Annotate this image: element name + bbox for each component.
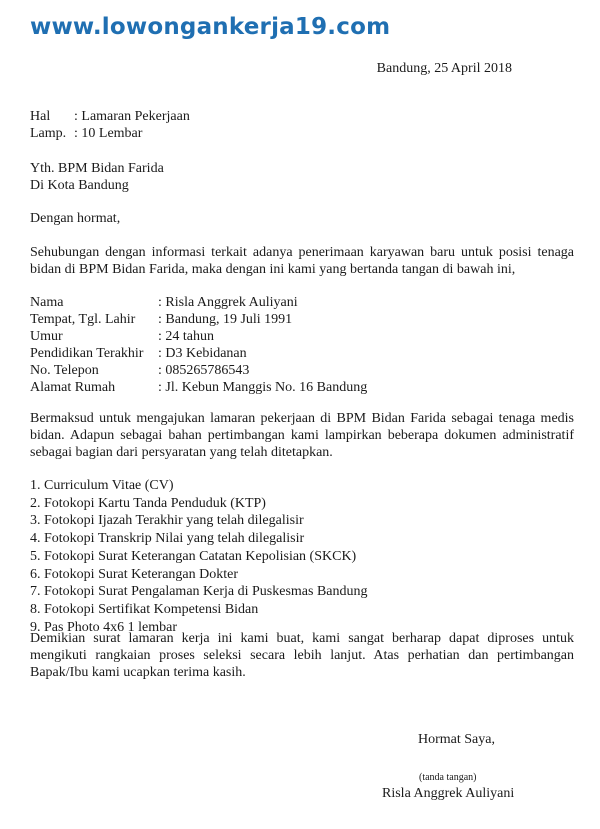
greeting: Dengan hormat, [30, 211, 121, 226]
list-item: 9. Pas Photo 4x6 1 lembar [30, 619, 177, 635]
purpose-paragraph: Bermaksud untuk mengajukan lamaran pekerjaan di BPM Bidan Farida sebagai tenaga medis bidan. Adapun sebagai bahan pertimbangan kami lampirkan beberapa dokumen administratif sebagai bagian dari persyaratan yang telah ditetapkan. [30, 411, 574, 460]
site-watermark-url: www.lowongankerja19.com [30, 14, 391, 40]
list-item: 3. Fotokopi Ijazah Terakhir yang telah dilegalisir [30, 513, 304, 529]
subject-label: Hal [30, 109, 51, 124]
document-list [30, 477, 368, 636]
detail-value: : 085265786543 [158, 363, 250, 378]
detail-label: Alamat Rumah [30, 380, 116, 395]
detail-row [30, 379, 367, 396]
detail-value: : Risla Anggrek Auliyani [158, 295, 298, 310]
detail-label: Tempat, Tgl. Lahir [30, 312, 136, 327]
attachment-value: : 10 Lembar [74, 126, 143, 141]
detail-label: No. Telepon [30, 363, 99, 378]
detail-row [30, 345, 367, 362]
detail-value: : 24 tahun [158, 329, 214, 344]
applicant-details [30, 294, 367, 396]
list-item: 4. Fotokopi Transkrip Nilai yang telah dilegalisir [30, 531, 305, 547]
list-item: 5. Fotokopi Surat Keterangan Catatan Kepolisian (SKCK) [30, 548, 357, 564]
list-item: 1. Curriculum Vitae (CV) [30, 478, 174, 493]
detail-value: : D3 Kebidanan [158, 346, 247, 361]
detail-label: Nama [30, 295, 64, 310]
recipient-name: Yth. BPM Bidan Farida [30, 161, 164, 176]
list-item: 6. Fotokopi Surat Keterangan Dokter [30, 566, 239, 582]
subject-row-lamp [30, 125, 190, 142]
list-item: 2. Fotokopi Kartu Tanda Penduduk (KTP) [30, 495, 266, 511]
recipient-city: Di Kota Bandung [30, 178, 129, 193]
signature-note: (tanda tangan) [419, 772, 477, 783]
subject-block [30, 108, 190, 142]
detail-value: : Bandung, 19 Juli 1991 [158, 312, 293, 327]
detail-label: Pendidikan Terakhir [30, 346, 144, 361]
recipient-block [30, 160, 164, 194]
attachment-label: Lamp. [30, 126, 67, 141]
subject-row-hal [30, 108, 190, 125]
detail-label: Umur [30, 329, 63, 344]
closing-salutation: Hormat Saya, [418, 732, 495, 747]
closing-paragraph: Demikian surat lamaran kerja ini kami buat, kami sangat berharap dapat diproses untuk mengikuti rangkaian proses seleksi secara lebih lanjut. Atas perhatian dan pertimbangan Bapak/Ibu kami ucapkan terima kasih. [30, 631, 574, 680]
subject-value: : Lamaran Pekerjaan [74, 109, 190, 124]
detail-row [30, 294, 367, 311]
list-item: 8. Fotokopi Sertifikat Kompetensi Bidan [30, 601, 259, 617]
detail-row [30, 328, 367, 345]
place-date: Bandung, 25 April 2018 [376, 61, 512, 76]
signature-name: Risla Anggrek Auliyani [382, 786, 515, 801]
detail-row [30, 362, 367, 379]
intro-paragraph: Sehubungan dengan informasi terkait adanya penerimaan karyawan baru untuk posisi tenaga bidan di BPM Bidan Farida, maka dengan ini kami yang bertanda tangan di bawah ini, [30, 245, 574, 277]
detail-value: : Jl. Kebun Manggis No. 16 Bandung [158, 380, 368, 395]
list-item: 7. Fotokopi Surat Pengalaman Kerja di Puskesmas Bandung [30, 584, 368, 600]
detail-row [30, 311, 367, 328]
